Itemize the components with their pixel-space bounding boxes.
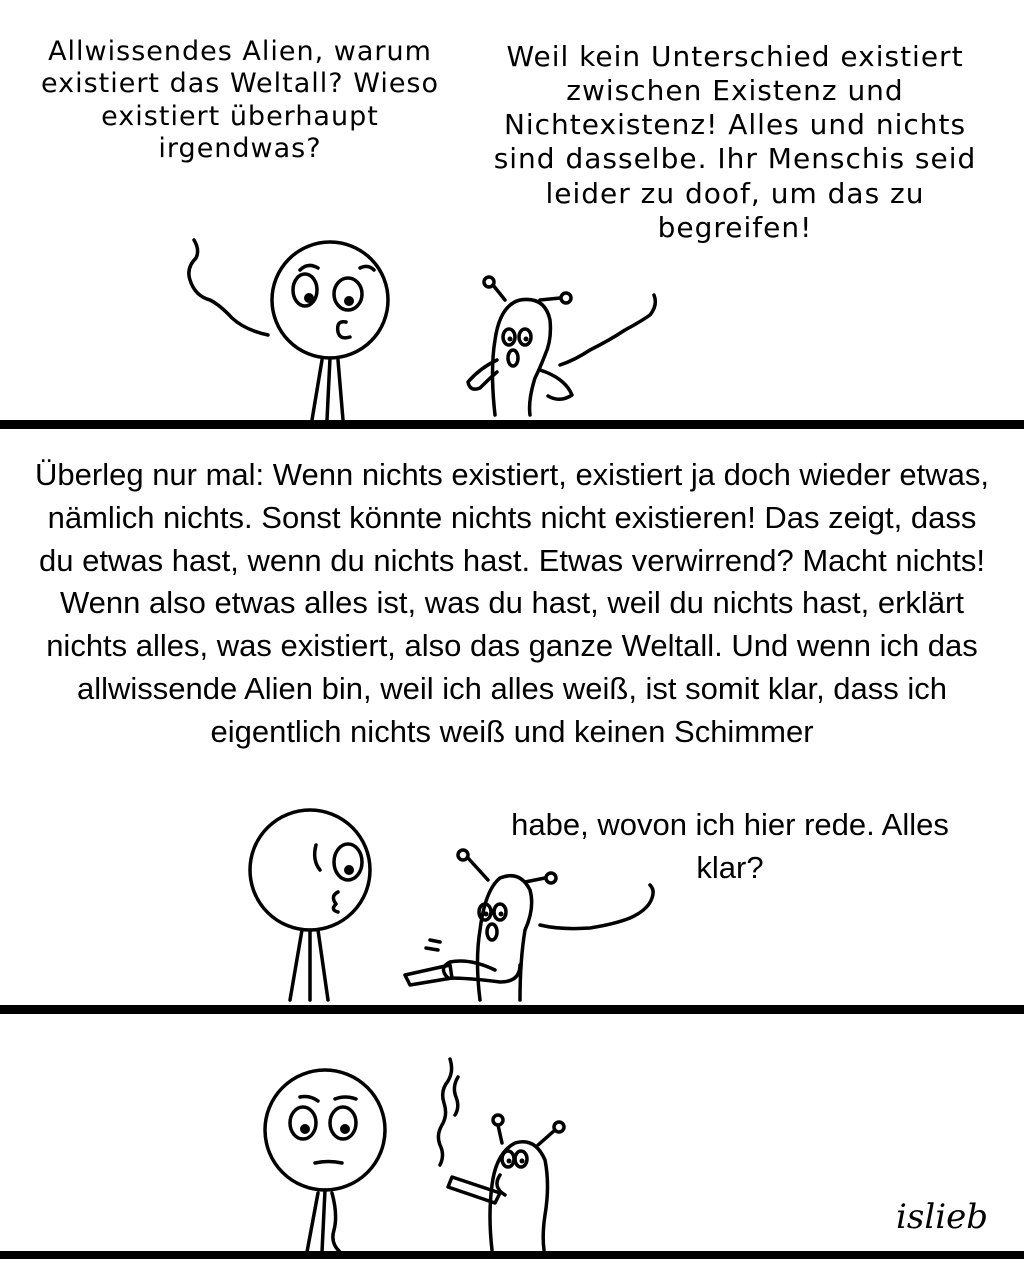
panel-divider [0,420,1024,429]
speech-tail-human [189,240,268,335]
panel-2-drawing [0,430,1024,1006]
joint-drawing [405,940,452,985]
panel-3-drawing [0,1015,1024,1252]
panel-3 [0,1015,1024,1252]
speech-tail-alien [560,295,655,365]
alien-monologue-end-text: habe, wovon ich hier rede. Alles klar? [511,807,949,885]
alien-speech-text: Weil kein Unterschied existiert zwischen Existenz und Nichtexistenz! Alles und nichts sind dasselbe. Ihr Menschis seid leider zu doof, um das zu begreifen! [493,40,977,244]
alien-figure [468,277,572,415]
speech-tail-alien [540,885,653,929]
human-figure [265,1070,385,1252]
human-figure [250,810,370,1000]
panel-divider [0,1251,1024,1259]
human-speech-text: Allwissendes Alien, warum existiert das Weltall? Wieso existiert überhaupt irgendwas? [40,36,440,165]
human-figure [272,242,388,420]
alien-monologue-text: Überleg nur mal: Wenn nichts existiert, existiert ja doch wieder etwas, nämlich nichts. Sonst könnte nichts nicht existieren! Das zeigt, dass du etwas hast, wenn du nichts hast. Etwas verwirrend? Macht nichts! Wenn also etwas alles ist, was du hast, weil du nichts hast, erklärt nichts alles, was existiert, also das ganze Weltall. Und wenn ich das allwissende Alien bin, weil ich alles weiß, ist somit klar, dass ich eigentlich nichts weiß und keinen Schimmer [35,457,989,749]
panel-2 [0,430,1024,1006]
panel-1 [0,0,1024,420]
panel-divider [0,1005,1024,1014]
alien-figure [490,1115,564,1250]
signature: islieb [896,1197,988,1237]
